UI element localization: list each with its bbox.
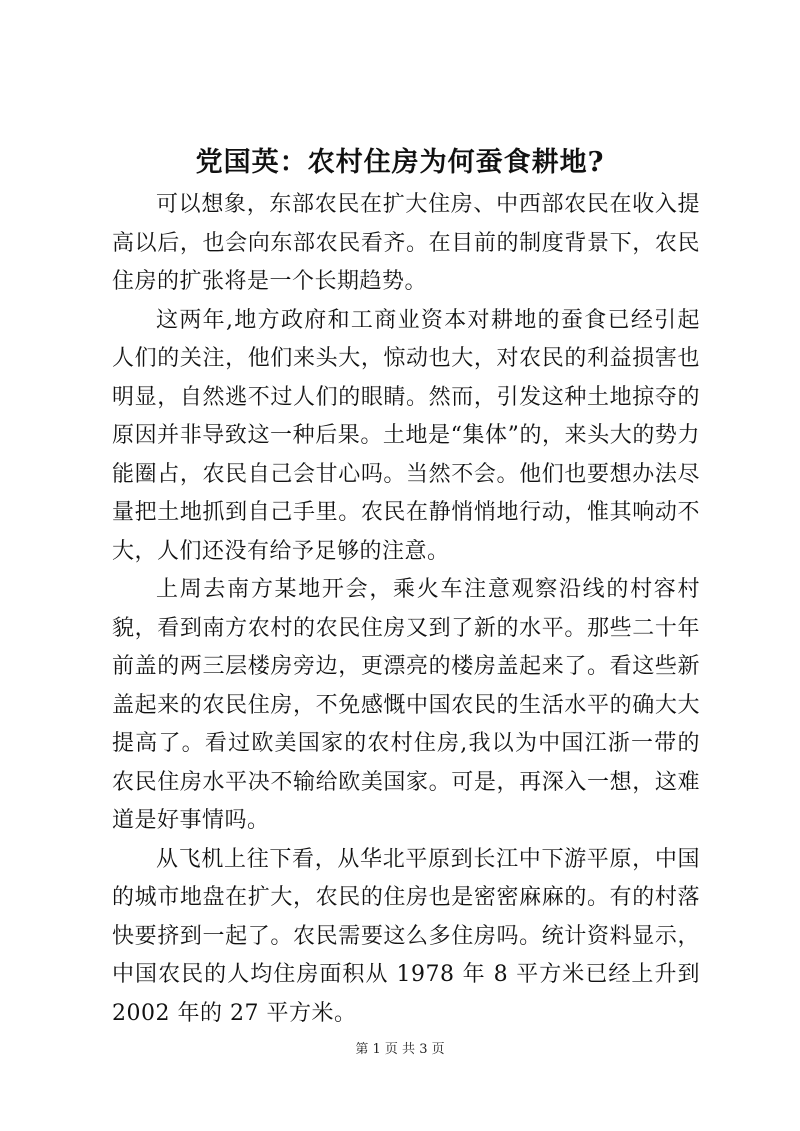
document-body: [112, 186, 700, 1033]
paragraph-2: 这两年,地方政府和工商业资本对耕地的蚕食已经引起人们的关注，他们来头大，惊动也大，对农民的利益损害也明显，自然逃不过人们的眼睛。然而，引发这种土地掠夺的原因并非导致这一种后果。土地是“集体”的，来头大的势力能圈占，农民自己会甘心吗。当然不会。他们也要想办法尽量把土地抓到自己手里。农民在静悄悄地行动，惟其响动不大，人们还没有给予足够的注意。: [112, 307, 700, 564]
page-footer: 第 1 页 共 3 页: [355, 1042, 445, 1057]
document-title: 党国英：农村住房为何蚕食耕地?: [195, 147, 605, 178]
paragraph-3: 上周去南方某地开会，乘火车注意观察沿线的村容村貌，看到南方农村的农民住房又到了新的水平。那些二十年前盖的两三层楼房旁边，更漂亮的楼房盖起来了。看这些新盖起来的农民住房，不免感慨中国农民的生活水平的确大大提高了。看过欧美国家的农村住房,我以为中国江浙一带的农民住房水平决不输给欧美国家。可是，再深入一想，这难道是好事情吗。: [112, 577, 700, 833]
paragraph-4: 从飞机上往下看，从华北平原到长江中下游平原，中国的城市地盘在扩大，农民的住房也是密密麻麻的。有的村落快要挤到一起了。农民需要这么多住房吗。统计资料显示，中国农民的人均住房面积从 1978 年 8 平方米已经上升到 2002 年的 27 平方米。: [112, 846, 700, 1026]
paragraph-1: 可以想象，东部农民在扩大住房、中西部农民在收入提高以后，也会向东部农民看齐。在目前的制度背景下，农民住房的扩张将是一个长期趋势。: [112, 192, 700, 294]
